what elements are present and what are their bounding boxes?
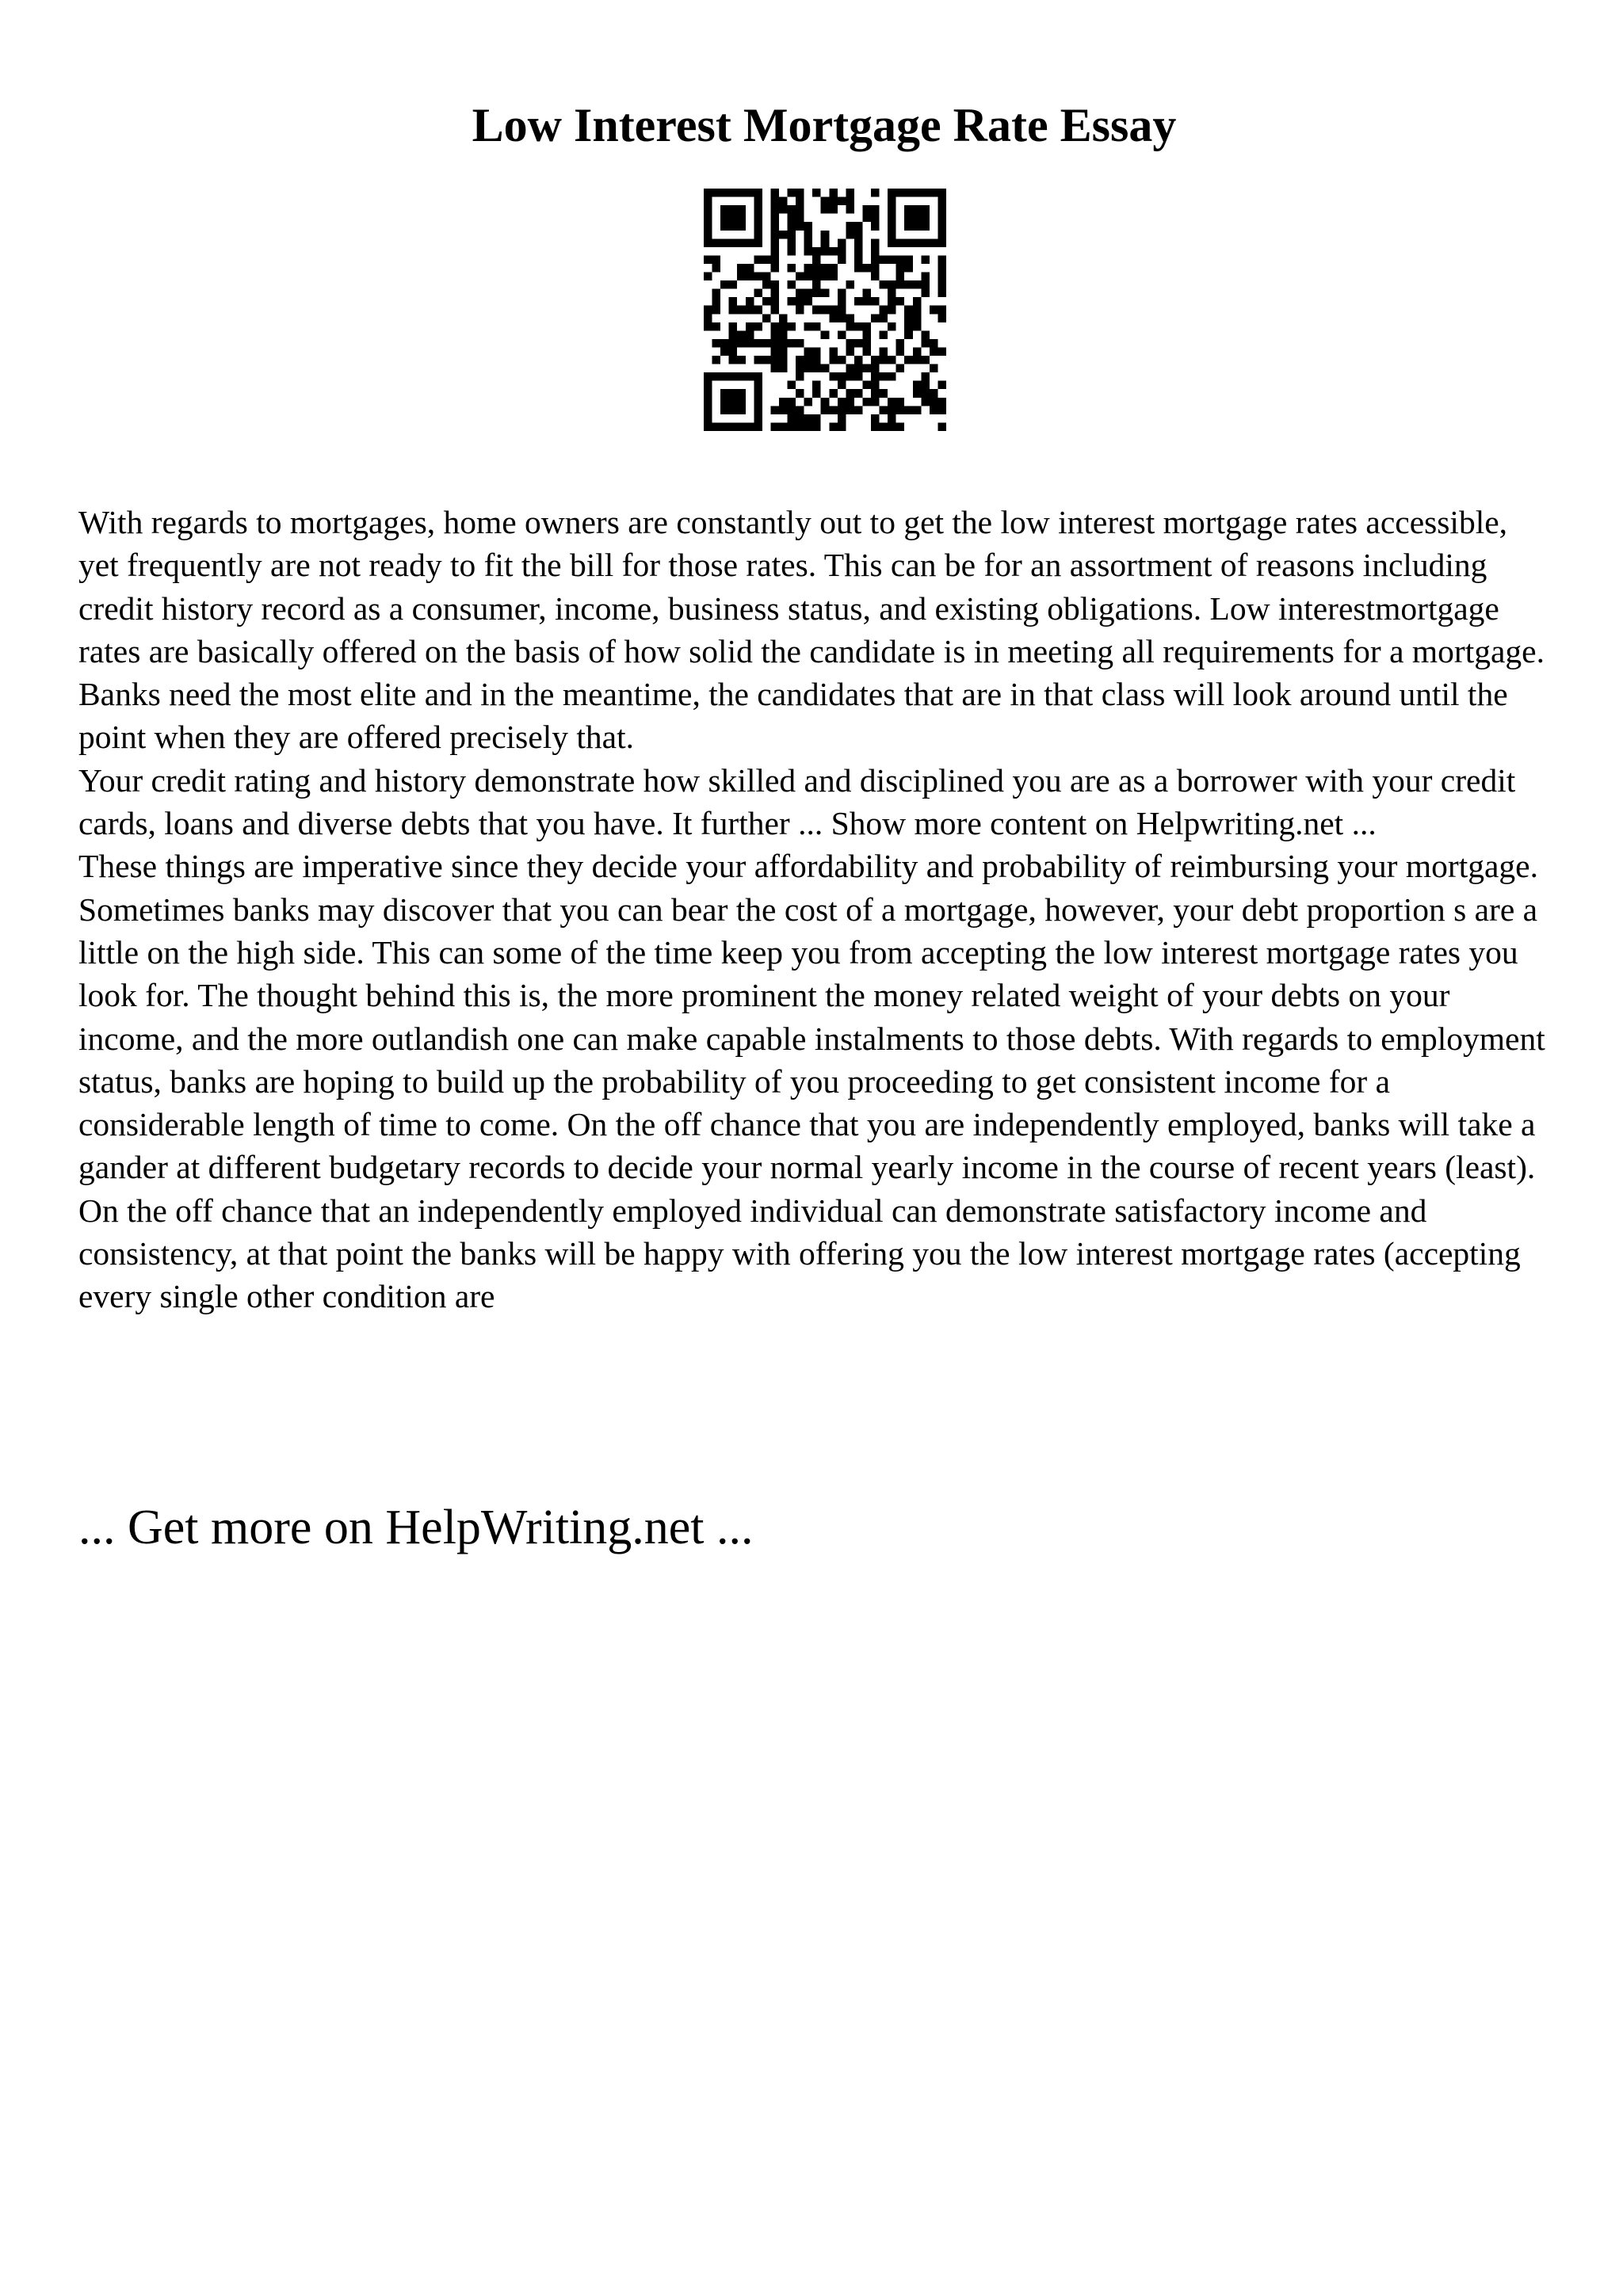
essay-body bbox=[78, 501, 1552, 1318]
page-title: Low Interest Mortgage Rate Essay bbox=[472, 99, 1177, 151]
paragraph-3: These things are imperative since they decide your affordability and probability of reimbursing your mortgage. Sometimes banks may discover that you can bear the cost of a mortgage, however, your debt proportion s are a little on the high side. This can some of the time keep you from accepting the low interest mortgage rates you look for. The thought behind this is, the more prominent the money related weight of your debts on your income, and the more outlandish one can make capable instalments to those debts. With regards to employment status, banks are hoping to build up the probability of you proceeding to get consistent income for a considerable length of time to come. On the off chance that you are independently employed, banks will take a gander at different budgetary records to decide your normal yearly income in the course of recent years (least). On the off chance that an independently employed individual can demonstrate satisfactory income and consistency, at that point the banks will be happy with offering you the low interest mortgage rates (accepting every single other condition are bbox=[78, 848, 1545, 1315]
paragraph-2: Your credit rating and history demonstrate how skilled and disciplined you are as a borrower with your credit cards, loans and diverse debts that you have. It further ... Show more content on Helpwriting.net ... bbox=[78, 761, 1516, 842]
paragraph-1: With regards to mortgages, home owners are constantly out to get the low interest mortgage rates accessible, yet frequently are not ready to fit the bill for those rates. This can be for an assortment of reasons including credit history record as a consumer, income, business status, and existing obligations. Low interestmortgage rates are basically offered on the basis of how solid the candidate is in meeting all requirements for a mortgage. Banks need the most elite and in the meantime, the candidates that are in that class will look around until the point when they are offered precisely that. bbox=[78, 504, 1545, 756]
get-more-link[interactable]: ... Get more on HelpWriting.net ... bbox=[78, 1501, 754, 1554]
qr-code-icon bbox=[704, 189, 946, 431]
